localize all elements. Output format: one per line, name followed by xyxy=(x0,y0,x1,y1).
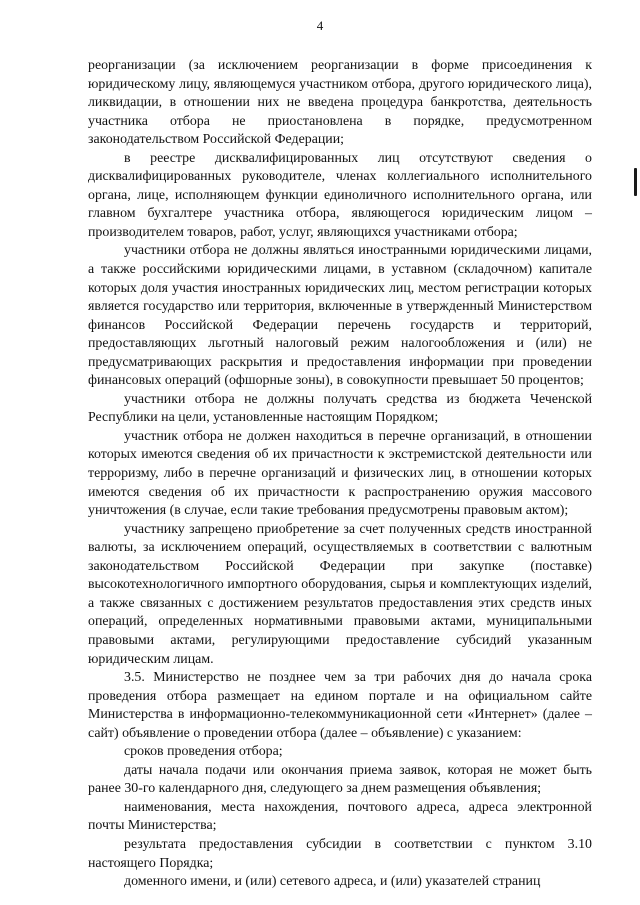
document-body xyxy=(88,57,592,892)
paragraph-extremism-list: участник отбора не должен находиться в перечне организаций, в отношении которых имеются сведения об их причастности к экстремистской деятельности или терроризму, либо в перечне организаций и физических лиц, в отношении которых имеются сведения об их причастности к распространению оружия массового уничтожения (в случае, если такие требования предусмотрены правовым актом); xyxy=(88,428,592,519)
paragraph-budget-funds: участники отбора не должны получать средства из бюджета Чеченской Республики на цели, установленные настоящим Порядком; xyxy=(88,391,592,426)
paragraph-section-3-5: 3.5. Министерство не позднее чем за три рабочих дня до начала срока проведения отбора размещает на едином портале и на официальном сайте Министерства в информационно-телекоммуникационной сети «Интернет» (далее – сайт) объявление о проведении отбора (далее – объявление) с указанием: xyxy=(88,670,592,741)
list-item-ministry-contacts: наименования, места нахождения, почтового адреса, адреса электронной почты Министерства; xyxy=(88,799,592,834)
scan-margin-mark xyxy=(634,168,637,196)
paragraph-foreign-entities: участники отбора не должны являться иностранными юридическими лицами, а также российскими юридическими лицами, в уставном (складочном) капитале которых доля участия иностранных юридических лиц, местом регистрации которых является государство или территория, включенные в утвержденный Министерством финансов Российской Федерации перечень государств и территорий, предоставляющих льготный налоговый режим налогообложения и (или) не предусматривающих раскрытия и предоставления информации при проведении финансовых операций (офшорные зоны), в совокупности превышает 50 процентов; xyxy=(88,243,592,389)
paragraph-reorganization: реорганизации (за исключением реорганизации в форме присоединения к юридическому лицу, являющемуся участником отбора, другого юридического лица), ликвидации, в отношении них не введена процедура банкротства, деятельность участника отбора не приостановлена в порядке, предусмотренном законодательством Российской Федерации; xyxy=(88,58,592,148)
list-item-subsidy-result: результата предоставления субсидии в соответствии с пунктом 3.10 настоящего Порядка; xyxy=(88,836,592,871)
paragraph-currency-ban: участнику запрещено приобретение за счет полученных средств иностранной валюты, за исключением операций, осуществляемых в соответствии с валютным законодательством Российской Федерации при закупке (поставке) высокотехнологичного импортного оборудования, сырья и комплектующих изделий, а также связанных с достижением результатов предоставления этих средств иных операций, определенных нормативными правовыми актами, муниципальными правовыми актами, регулирующими предоставление субсидий указанным юридическим лицам. xyxy=(88,521,592,667)
list-item-domain-name: доменного имени, и (или) сетевого адреса, и (или) указателей страниц xyxy=(124,874,541,890)
page-number: 4 xyxy=(316,18,324,33)
paragraph-disqualified-registry: в реестре дисквалифицированных лиц отсутствуют сведения о дисквалифицированных руководителе, членах коллегиального исполнительного органа, лице, исполняющем функции единоличного исполнительного органа, или главном бухгалтере участника отбора, являющегося юридическим лицом – производителем товаров, работ, услуг, являющихся участниками отбора; xyxy=(88,150,592,240)
list-item-application-dates: даты начала подачи или окончания приема заявок, которая не может быть ранее 30-го календарного дня, следующего за днем размещения объявления; xyxy=(88,762,592,797)
list-item-selection-deadlines: сроков проведения отбора; xyxy=(124,744,283,760)
